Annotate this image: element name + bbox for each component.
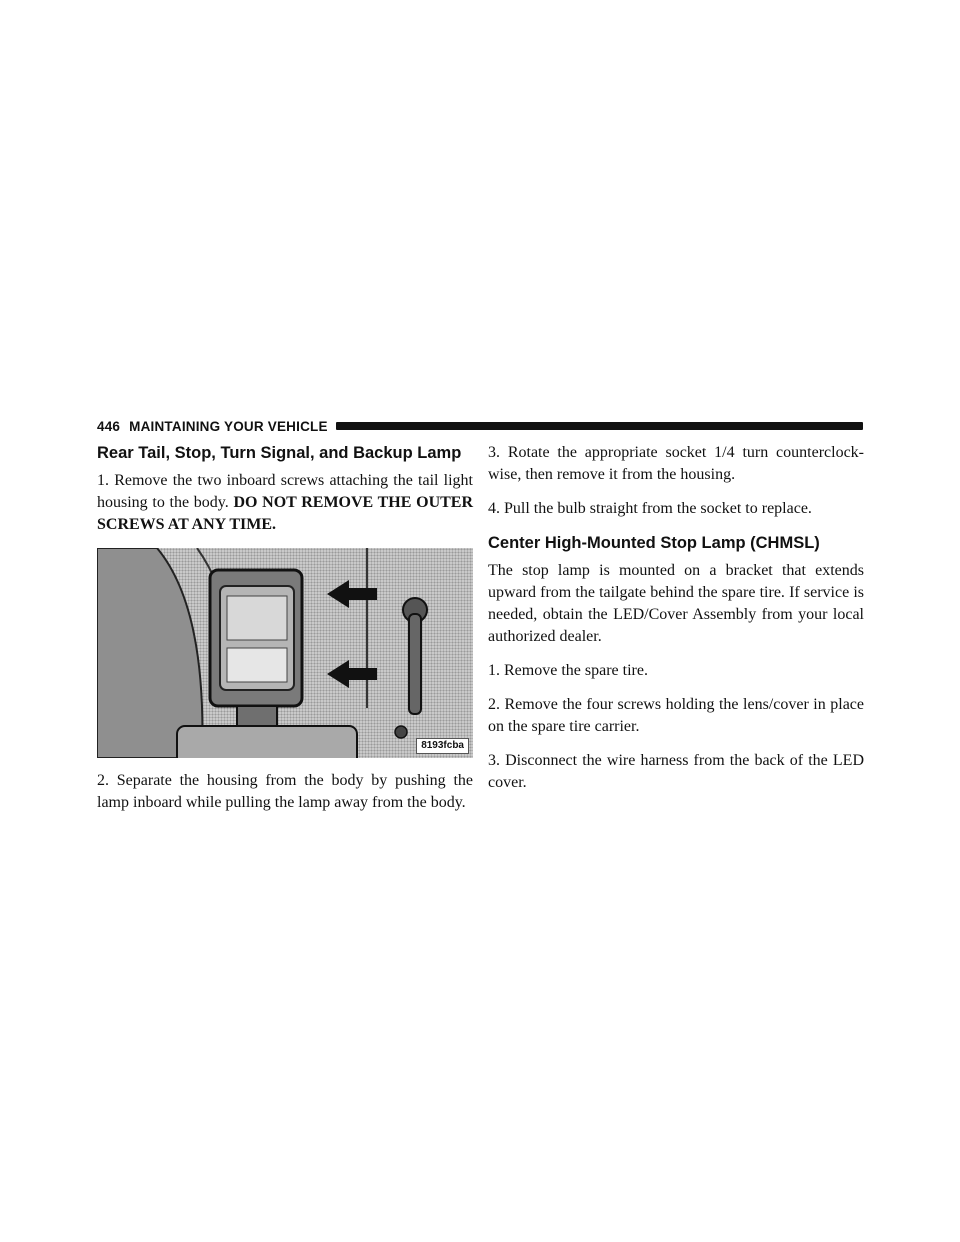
arrow-lower <box>327 660 377 688</box>
header-rule <box>336 422 863 430</box>
chmsl-step-2: 2. Remove the four screws holding the lens/cover in place on the spare tire carrier. <box>488 696 864 735</box>
chmsl-step-3: 3. Disconnect the wire harness from the back of the LED cover. <box>488 752 864 791</box>
figure-code-label: 8193fcba <box>416 738 469 754</box>
tail-lamp-heading: Rear Tail, Stop, Turn Signal, and Backup Lamp <box>97 444 462 462</box>
step-1-paragraph <box>97 470 473 536</box>
right-column <box>488 442 864 806</box>
page-header <box>97 417 863 435</box>
chmsl-heading: Center High-Mounted Stop Lamp (CHMSL) <box>488 534 820 552</box>
step-3-paragraph: 3. Rotate the appropriate socket 1/4 turn counterclock-wise, then remove it from the housing. <box>488 444 864 483</box>
step-1-warning: DO NOT REMOVE THE OUTER SCREWS AT ANY TIME. <box>97 494 474 533</box>
step-2-paragraph: 2. Separate the housing from the body by pushing the lamp inboard while pulling the lamp away from the body. <box>97 772 473 811</box>
step-4-paragraph: 4. Pull the bulb straight from the socket to replace. <box>488 500 812 517</box>
chmsl-step-1: 1. Remove the spare tire. <box>488 662 648 679</box>
tail-lamp-drawing <box>97 548 473 758</box>
page-number: 446 <box>97 418 121 434</box>
step-1-text: 1. Remove the two inboard screws attaching the tail light housing to the body. <box>97 472 473 511</box>
tail-lamp-illustration <box>97 548 473 758</box>
left-column <box>97 442 473 826</box>
arrow-upper <box>327 580 377 608</box>
chmsl-intro-paragraph: The stop lamp is mounted on a bracket that extends upward from the tailgate behind the spare tire. If service is needed, obtain the LED/Cover Assembly from your local authorized dealer. <box>488 562 864 645</box>
section-title: MAINTAINING YOUR VEHICLE <box>129 418 328 434</box>
